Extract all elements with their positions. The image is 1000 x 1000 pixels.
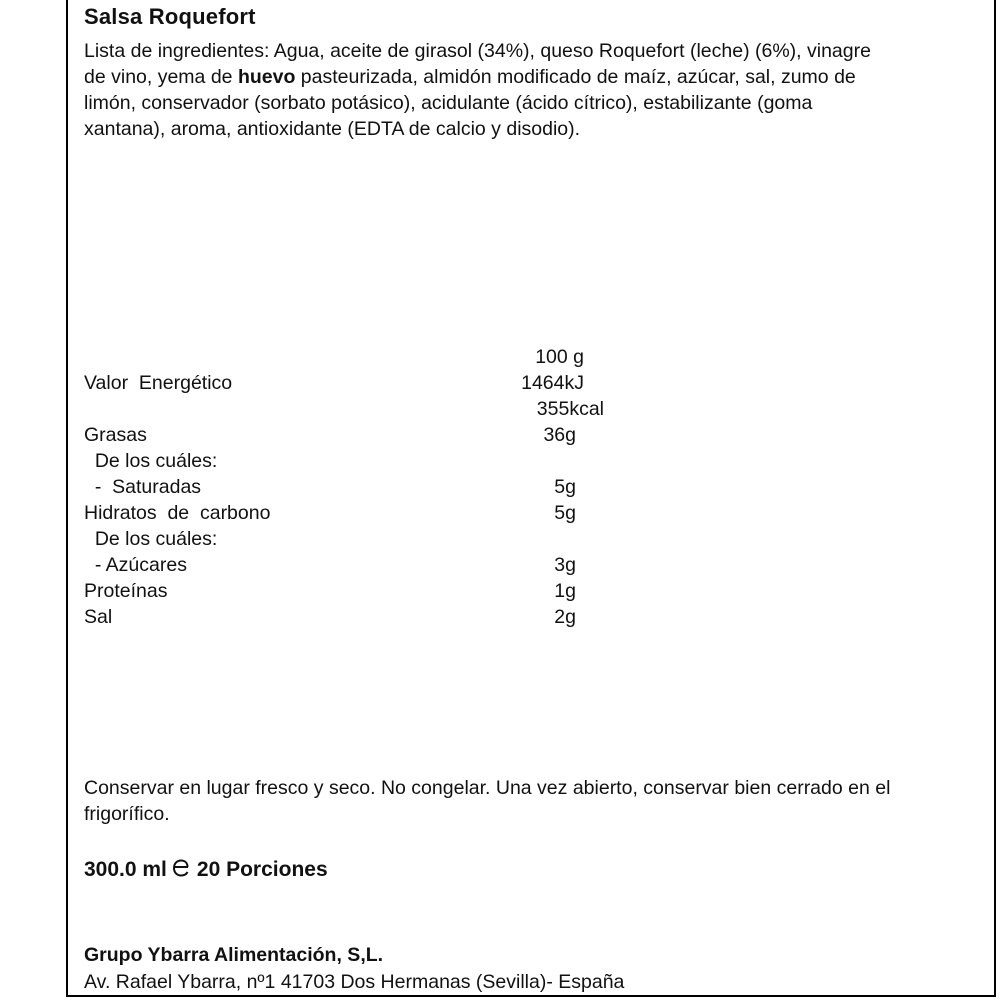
product-title: Salsa Roquefort (84, 4, 256, 29)
nutrition-value: 3g (554, 554, 576, 576)
nutrition-value: 36g (543, 424, 576, 446)
nutrition-label: De los cuáles: (84, 528, 218, 550)
nutrition-label: Sal (84, 606, 113, 628)
ingredients-text-start: Lista de ingredientes: Agua, aceite de girasol (34%), queso Roquefort (leche) (6%), vinagre de vino, yema de (84, 40, 871, 88)
nutrition-label: De los cuáles: (84, 450, 218, 472)
nutrition-value: 2g (554, 606, 576, 628)
nutrition-value: 1464kJ (521, 372, 584, 394)
storage-instructions: Conservar en lugar fresco y seco. No congelar. Una vez abierto, conservar bien cerrado en el frigorífico. (84, 777, 891, 825)
nutrition-label: - Saturadas (84, 476, 202, 498)
e-mark-icon (171, 858, 191, 884)
nutrition-label: Proteínas (84, 580, 168, 602)
allergen-egg: huevo (237, 66, 296, 88)
nutrition-header: 100 g (535, 346, 584, 368)
ingredients-list (84, 38, 884, 142)
nutrition-header-row (84, 344, 604, 370)
nutrition-row (84, 578, 604, 604)
nutrition-row (84, 396, 604, 422)
nutrition-label: Grasas (84, 424, 147, 446)
nutrition-label: - Azúcares (84, 554, 187, 576)
nutrition-row (84, 604, 604, 630)
manufacturer-address: Av. Rafael Ybarra, nº1 41703 Dos Hermanas (Sevilla)- España (84, 971, 625, 993)
nutrition-label: Valor Energético (84, 372, 233, 394)
nutrition-value: 5g (554, 476, 576, 498)
nutrition-row (84, 500, 604, 526)
portions: 20 Porciones (196, 858, 328, 881)
nutrition-row (84, 526, 604, 552)
nutrition-value: 355kcal (536, 398, 604, 420)
nutrition-row (84, 474, 604, 500)
nutrition-label: Hidratos de carbono (84, 502, 271, 524)
nutrition-row (84, 552, 604, 578)
quantity-row (84, 858, 328, 884)
nutrition-row (84, 448, 604, 474)
manufacturer-name: Grupo Ybarra Alimentación, S,L. (84, 944, 384, 966)
nutrition-value: 5g (554, 502, 576, 524)
net-volume: 300.0 ml (84, 858, 167, 881)
nutrition-row (84, 422, 604, 448)
ingredients-text-end: pasteurizada, almidón modificado de maíz, azúcar, sal, zumo de limón, conservador (sorbato potásico), acidulante (ácido cítrico), estabilizante (goma xantana), aroma, antioxidante (EDTA de calcio y disodio). (84, 66, 856, 140)
nutrition-row (84, 370, 604, 396)
nutrition-value: 1g (554, 580, 576, 602)
